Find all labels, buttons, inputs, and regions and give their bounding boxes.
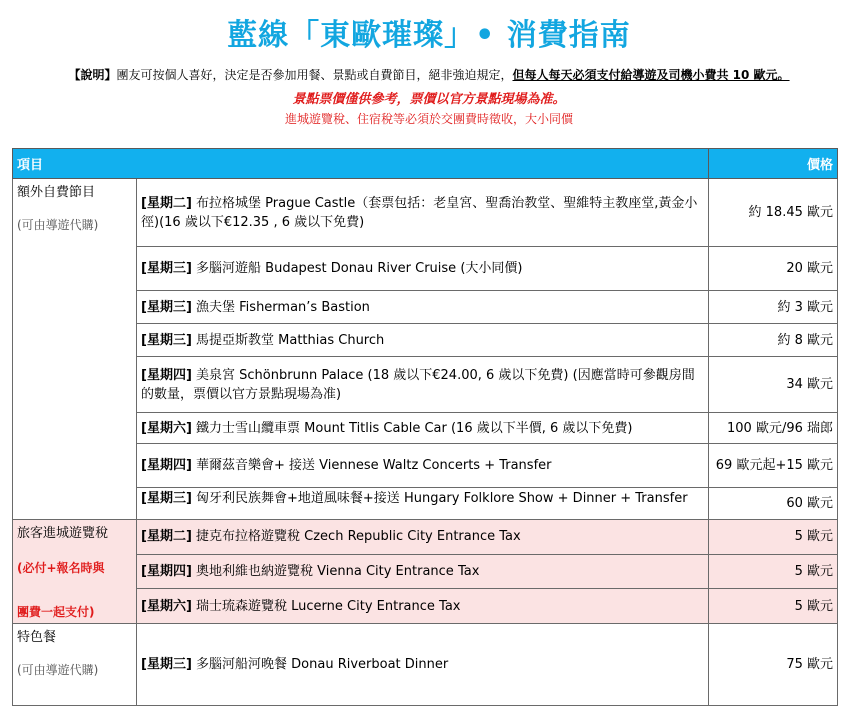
table-row: [13, 488, 838, 520]
day-label: [星期三]: [141, 299, 192, 315]
category-tax: [13, 520, 137, 624]
price-cell: 75 歐元: [709, 624, 838, 706]
ticket-price-note: 景點票價僅供參考，票價以官方景點現場為准。: [292, 92, 566, 107]
column-header-price: 價格: [709, 149, 838, 179]
item-desc: 馬提亞斯教堂 Matthias Church: [191, 332, 385, 348]
price-cell: 20 歐元: [709, 247, 838, 291]
item-cell: [137, 291, 709, 324]
price-cell: 約 8 歐元: [709, 324, 838, 357]
item-desc: 瑞士琉森遊覽稅 Lucerne City Entrance Tax: [191, 598, 461, 614]
item-cell: [137, 357, 709, 413]
table-row: [13, 444, 838, 488]
category-meal: [13, 624, 137, 706]
item-desc: 美泉宮 Schönbrunn Palace (18 歲以下€24.00, 6 歲以下免費) (因應當時可參觀房間的數量，票價以官方景點現場為准): [141, 367, 695, 402]
item-cell: [137, 624, 709, 706]
day-label: [星期四]: [141, 563, 192, 579]
price-cell: 5 歐元: [709, 554, 838, 589]
price-cell: 69 歐元起+15 歐元: [709, 444, 838, 488]
item-cell: [137, 179, 709, 247]
category-name: 旅客進城遊覽稅: [17, 526, 109, 541]
table-row: [13, 324, 838, 357]
day-label: [星期四]: [141, 458, 192, 473]
table-row: [13, 589, 838, 624]
day-label: [星期六]: [141, 420, 192, 436]
item-cell: [137, 589, 709, 624]
note-tip-emphasis: 但每人每天必須支付給導遊及司機小費共 10 歐元。: [512, 68, 790, 82]
table-row: [13, 291, 838, 324]
category-subtitle: (可由導遊代購): [17, 218, 99, 232]
price-cell: 5 歐元: [709, 520, 838, 555]
column-header-item: 項目: [13, 149, 709, 179]
item-desc: 匈牙利民族舞會+地道風味餐+接送 Hungary Folklore Show + Dinner + Transfer: [191, 490, 688, 506]
item-cell: [137, 554, 709, 589]
note-line: [0, 66, 858, 83]
day-label: [星期三]: [141, 657, 192, 672]
item-cell: [137, 444, 709, 488]
price-cell: 100 歐元/96 瑞郎: [709, 413, 838, 444]
category-optional: [13, 179, 137, 520]
table-row: [13, 357, 838, 413]
price-cell: 約 18.45 歐元: [709, 179, 838, 247]
day-label: [星期六]: [141, 598, 192, 614]
item-desc: 華爾茲音樂會+ 接送 Viennese Waltz Concerts + Transfer: [191, 458, 552, 473]
category-subtitle: (可由導遊代購): [17, 663, 99, 677]
table-row: [13, 413, 838, 444]
item-cell: [137, 247, 709, 291]
item-desc: 布拉格城堡 Prague Castle（套票包括：老皇宮、聖喬治教堂、聖維特主教座堂,黃金小徑)(16 歲以下€12.35 , 6 歲以下免費): [141, 195, 698, 230]
table-row: [13, 247, 838, 291]
price-cell: 34 歐元: [709, 357, 838, 413]
item-desc: 鐵力士雪山纜車票 Mount Titlis Cable Car (16 歲以下半價, 6 歲以下免費): [191, 420, 633, 436]
price-cell: 約 3 歐元: [709, 291, 838, 324]
category-subtitle: (必付+報名時與 團費一起支付): [17, 561, 105, 619]
item-desc: 捷克布拉格遊覽稅 Czech Republic City Entrance Tax: [191, 529, 521, 545]
day-label: [星期二]: [141, 195, 192, 211]
day-label: [星期三]: [141, 332, 192, 348]
item-cell: [137, 520, 709, 555]
note-body: 團友可按個人喜好，決定是否參加用餐、景點或自費節目，絕非強迫規定，: [116, 68, 513, 82]
item-cell: [137, 324, 709, 357]
item-desc: 奧地利維也納遊覽稅 Vienna City Entrance Tax: [191, 563, 480, 579]
table-row: [13, 624, 838, 706]
item-desc: 多腦河船河晚餐 Donau Riverboat Dinner: [191, 657, 449, 672]
price-cell: 5 歐元: [709, 589, 838, 624]
category-name: 特色餐: [17, 630, 57, 645]
expense-table: [12, 148, 838, 706]
price-cell: 60 歐元: [709, 488, 838, 520]
table-row: [13, 179, 838, 247]
day-label: [星期三]: [141, 490, 192, 506]
item-desc: 漁夫堡 Fisherman’s Bastion: [191, 299, 370, 315]
note-prefix: 【說明】: [68, 68, 117, 82]
day-label: [星期二]: [141, 529, 192, 545]
table-row: [13, 554, 838, 589]
day-label: [星期四]: [141, 367, 192, 383]
category-name: 額外自費節目: [17, 185, 96, 200]
item-cell: [137, 413, 709, 444]
table-header-row: [13, 149, 838, 179]
item-desc: 多腦河遊船 Budapest Donau River Cruise (大小同價): [191, 261, 523, 276]
item-cell: [137, 488, 709, 520]
table-row: [13, 520, 838, 555]
tax-note: 進城遊覽稅、住宿稅等必須於交團費時徵收，大小同價: [284, 112, 573, 126]
page-title: 藍線「東歐璀璨」• 消費指南: [227, 18, 631, 53]
day-label: [星期三]: [141, 261, 192, 276]
